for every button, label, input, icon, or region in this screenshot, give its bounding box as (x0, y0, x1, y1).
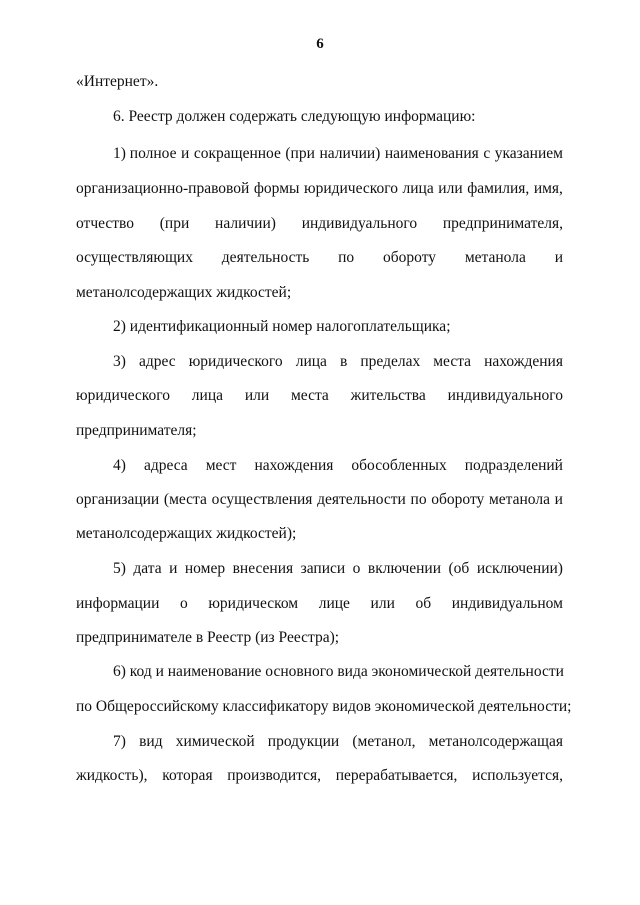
word: продукции (267, 733, 340, 750)
word: имя, (533, 180, 563, 197)
word: лице (318, 595, 350, 612)
word: пределах (360, 353, 421, 370)
word: (места (163, 491, 207, 508)
page-number: 6 (316, 36, 324, 52)
text-line (76, 490, 563, 510)
text-line (76, 766, 563, 786)
word: предпринимателя, (442, 215, 563, 232)
word: (при (285, 145, 315, 162)
word: (об (448, 560, 470, 577)
word: места (291, 387, 329, 404)
word: 5) (113, 560, 126, 577)
word: юридического (188, 353, 283, 370)
word: наименования (384, 145, 479, 162)
word: о (179, 595, 188, 612)
word: вид (139, 733, 163, 750)
word: обороту (383, 249, 437, 266)
text-line (76, 386, 563, 406)
word: подразделений (464, 457, 563, 474)
word: индивидуальном (451, 595, 563, 612)
word: адреса (143, 457, 188, 474)
word: перерабатывается, (335, 767, 458, 784)
word: дата (133, 560, 162, 577)
word: обособленных (351, 457, 447, 474)
word: информации (76, 595, 160, 612)
word: указанием (494, 145, 563, 162)
text-line: «Интернет». (76, 73, 159, 90)
word: используется, (472, 767, 563, 784)
word: адрес (138, 353, 176, 370)
word: 1) полное (113, 145, 177, 162)
word: метанола (488, 491, 550, 508)
word: нахождения (254, 457, 334, 474)
text-line (76, 214, 563, 234)
word: и (181, 145, 190, 162)
word: внесения (232, 560, 294, 577)
word: или (370, 595, 395, 612)
word: метанола (464, 249, 526, 266)
word: лица (295, 353, 327, 370)
word: юридическом (208, 595, 299, 612)
word: юридического (76, 387, 170, 404)
word: наличии) (319, 145, 381, 162)
text-line: 2) идентификационный номер налогоплательщика; (113, 318, 451, 335)
word: химической (175, 733, 255, 750)
word: по (338, 249, 355, 266)
text-line: 6) код и наименование основного вида экономической деятельности (113, 663, 564, 680)
word: об (415, 595, 432, 612)
word: в (339, 353, 348, 370)
word: наличии) (215, 215, 276, 232)
word: формы (253, 180, 300, 197)
text-line (113, 456, 563, 476)
word: 3) (113, 353, 126, 370)
word: сокращенное (193, 145, 281, 162)
word: места (433, 353, 472, 370)
word: записи (300, 560, 346, 577)
word: обороту (431, 491, 485, 508)
word: включении (367, 560, 442, 577)
word: индивидуального (447, 387, 563, 404)
word: с (483, 145, 491, 162)
word: (при (159, 215, 190, 232)
text-line: предпринимателе в Реестр (из Реестра); (76, 629, 340, 646)
text-line (113, 352, 563, 372)
text-line: предпринимателя; (76, 422, 197, 439)
word: 4) (113, 457, 126, 474)
word: жительства (350, 387, 426, 404)
word: деятельность (221, 249, 310, 266)
word: мест (205, 457, 237, 474)
word: о (352, 560, 361, 577)
word: и (169, 560, 178, 577)
word: или (438, 180, 463, 197)
word: осуществляющих (76, 249, 193, 266)
word: отчество (76, 215, 134, 232)
word: производится, (227, 767, 322, 784)
text-line (113, 559, 563, 579)
word: которая (162, 767, 213, 784)
text-line (113, 732, 563, 752)
text-line: 6. Реестр должен содержать следующую информацию: (113, 108, 476, 125)
word: лица (402, 180, 434, 197)
word: исключении) (476, 560, 563, 577)
word: и (554, 491, 563, 508)
text-line (76, 179, 563, 199)
text-line (76, 594, 563, 614)
word: лица (191, 387, 224, 404)
word: нахождения (484, 353, 563, 370)
text-line (76, 248, 563, 268)
word: 7) (113, 733, 126, 750)
text-line (113, 144, 563, 164)
word: организации (76, 491, 160, 508)
text-line: по Общероссийскому классификатору видов экономической деятельности; (76, 698, 572, 715)
word: организационно-правовой (76, 180, 250, 197)
word: и (554, 249, 563, 266)
word: деятельности (317, 491, 406, 508)
text-line: метанолсодержащих жидкостей); (76, 525, 297, 542)
word: жидкость), (76, 767, 148, 784)
word: (метанол, (352, 733, 416, 750)
text-line: метанолсодержащих жидкостей; (76, 284, 292, 301)
word: номер (184, 560, 226, 577)
word: осуществления (211, 491, 313, 508)
word: по (410, 491, 427, 508)
word: юридического (303, 180, 398, 197)
word: фамилия, (467, 180, 530, 197)
word: индивидуального (301, 215, 418, 232)
word: или (244, 387, 270, 404)
word: метанолсодержащая (428, 733, 563, 750)
